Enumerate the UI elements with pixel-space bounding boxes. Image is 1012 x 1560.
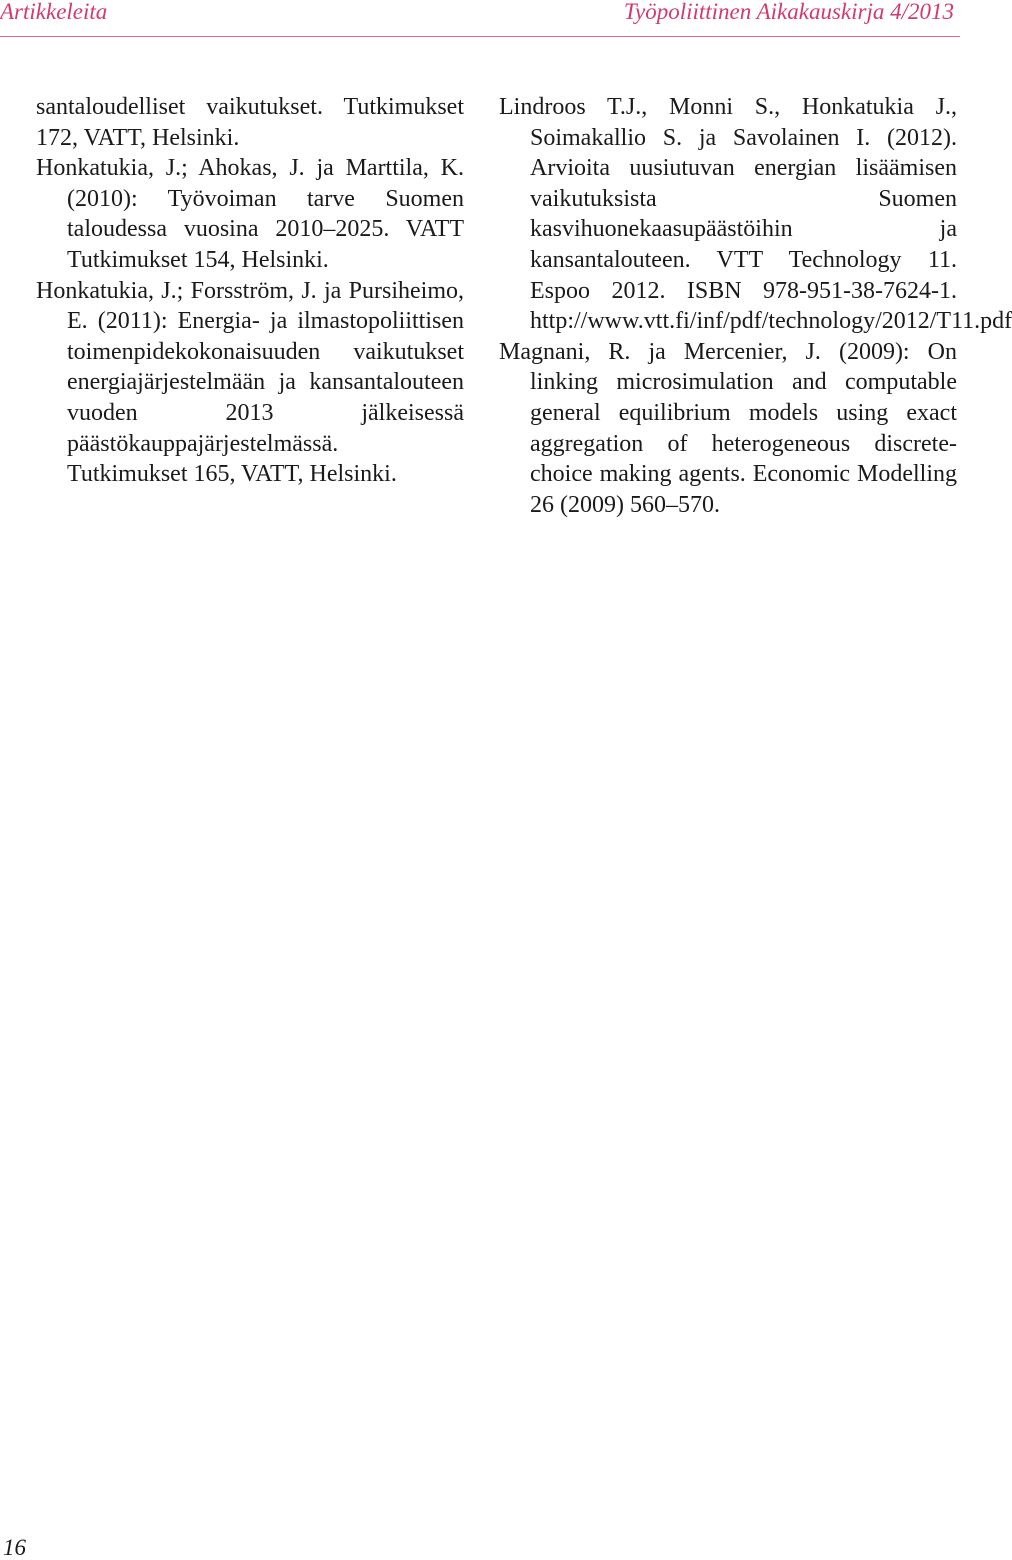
page-header — [0, 0, 960, 37]
reference-continuation: santaloudelliset vaikutukset. Tutkimukset 172, VATT, Helsinki. — [36, 94, 464, 151]
page-number: 16 — [3, 1535, 26, 1560]
right-column — [499, 92, 1012, 520]
reference-item: Honkatukia, J.; Forsström, J. ja Pursiheimo, E. (2011): Energia- ja ilmastopoliittisen toimenpidekokonaisuuden vaikutukset energiajärjestelmään ja kansantalouteen vuoden 2013 jälkeisessä päästökauppajärjestelmässä. Tutkimukset 165, VATT, Helsinki. — [36, 277, 464, 488]
journal-title: Työpoliittinen Aikakauskirja 4/2013 — [623, 0, 954, 24]
left-column — [36, 92, 464, 490]
reference-item: Magnani, R. ja Mercenier, J. (2009): On linking microsimulation and computable general equilibrium models using exact aggregation of heterogeneous discrete-choice making agents. Economic Modelling 26 (2009) 560–570. — [499, 338, 957, 518]
reference-item: Honkatukia, J.; Ahokas, J. ja Marttila, K. (2010): Työvoiman tarve Suomen taloudessa vuosina 2010–2025. VATT Tutkimukset 154, Helsinki. — [36, 155, 464, 273]
section-label: Artikkeleita — [0, 0, 108, 24]
reference-item: Lindroos T.J., Monni S., Honkatukia J., Soimakallio S. ja Savolainen I. (2012). Arvioita uusiutuvan energian lisäämisen vaikutuksista Suomen kasvihuonekaasupäästöihin ja kansantalouteen. VTT Technology 11. Espoo 2012. ISBN 978-951-38-7624-1. http://www.vtt.fi/inf/pdf/technology/2012/T11.pdf — [499, 94, 1012, 335]
